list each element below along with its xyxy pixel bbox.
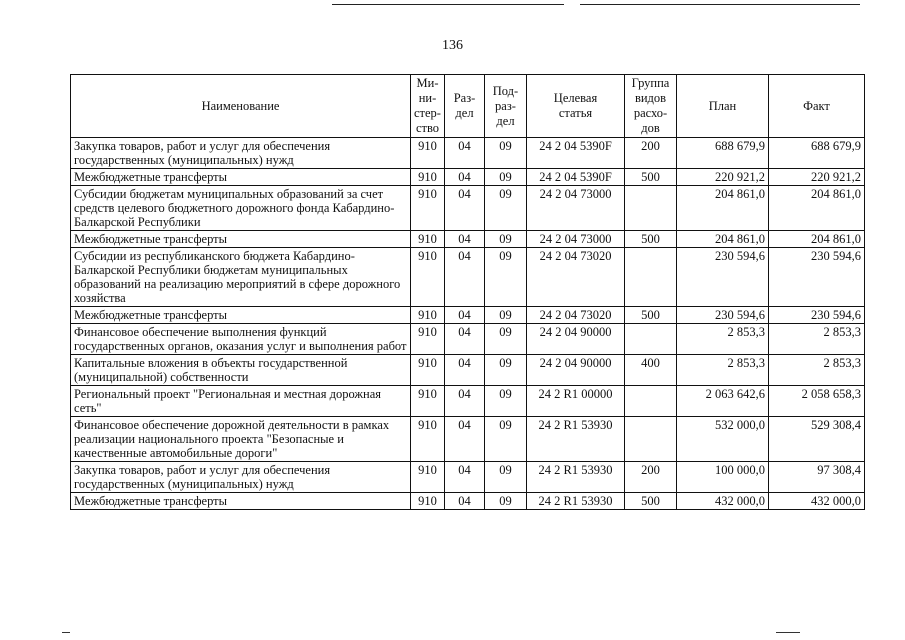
- cell-plan: 220 921,2: [677, 169, 769, 186]
- cell-plan: 688 679,9: [677, 138, 769, 169]
- cell-target: 24 2 R1 53930: [527, 417, 625, 462]
- top-rule-left: [332, 4, 564, 5]
- cell-name: Финансовое обеспечение дорожной деятельности в рамках реализации национального проекта "Безопасные и качественные автомобильные дороги": [71, 417, 411, 462]
- table-row: [71, 186, 865, 231]
- cell-group: 200: [625, 462, 677, 493]
- table-row: [71, 231, 865, 248]
- cell-ministry: 910: [411, 462, 445, 493]
- cell-section: 04: [445, 248, 485, 307]
- cell-name: Межбюджетные трансферты: [71, 169, 411, 186]
- cell-group: [625, 324, 677, 355]
- cell-target: 24 2 04 73020: [527, 248, 625, 307]
- cell-plan: 2 853,3: [677, 355, 769, 386]
- cell-section: 04: [445, 417, 485, 462]
- header-section: Раз- дел: [445, 75, 485, 138]
- cell-ministry: 910: [411, 355, 445, 386]
- cell-name: Финансовое обеспечение выполнения функций государственных органов, оказания услуг и выполнения работ: [71, 324, 411, 355]
- cell-plan: 230 594,6: [677, 248, 769, 307]
- cell-fact: 97 308,4: [769, 462, 865, 493]
- cell-plan: 204 861,0: [677, 231, 769, 248]
- cell-fact: 2 058 658,3: [769, 386, 865, 417]
- cell-name: Межбюджетные трансферты: [71, 307, 411, 324]
- cell-ministry: 910: [411, 307, 445, 324]
- cell-plan: 432 000,0: [677, 493, 769, 510]
- page-number: 136: [442, 38, 463, 53]
- cell-name: Субсидии из республиканского бюджета Кабардино-Балкарской Республики бюджетам муниципальных образований на реализацию мероприятий в сфере дорожного хозяйства: [71, 248, 411, 307]
- cell-subsection: 09: [485, 493, 527, 510]
- cell-name: Межбюджетные трансферты: [71, 231, 411, 248]
- cell-subsection: 09: [485, 417, 527, 462]
- cell-fact: 204 861,0: [769, 186, 865, 231]
- cell-target: 24 2 04 90000: [527, 324, 625, 355]
- cell-group: [625, 248, 677, 307]
- header-name: Наименование: [71, 75, 411, 138]
- cell-section: 04: [445, 386, 485, 417]
- cell-section: 04: [445, 462, 485, 493]
- cell-target: 24 2 R1 53930: [527, 493, 625, 510]
- scan-mark-bottom-right: [776, 632, 800, 633]
- table-row: [71, 324, 865, 355]
- table-row: [71, 169, 865, 186]
- cell-name: Капитальные вложения в объекты государственной (муниципальной) собственности: [71, 355, 411, 386]
- cell-target: 24 2 04 73000: [527, 231, 625, 248]
- cell-section: 04: [445, 186, 485, 231]
- cell-fact: 204 861,0: [769, 231, 865, 248]
- cell-section: 04: [445, 493, 485, 510]
- cell-section: 04: [445, 231, 485, 248]
- cell-subsection: 09: [485, 169, 527, 186]
- cell-group: [625, 417, 677, 462]
- table-body: [71, 138, 865, 510]
- budget-table: [70, 74, 865, 510]
- cell-plan: 230 594,6: [677, 307, 769, 324]
- table-header-row: [71, 75, 865, 138]
- header-subsection: Под- раз- дел: [485, 75, 527, 138]
- table-row: [71, 355, 865, 386]
- cell-group: [625, 386, 677, 417]
- cell-plan: 2 853,3: [677, 324, 769, 355]
- cell-target: 24 2 04 73020: [527, 307, 625, 324]
- cell-name: Межбюджетные трансферты: [71, 493, 411, 510]
- cell-subsection: 09: [485, 386, 527, 417]
- cell-name: Закупка товаров, работ и услуг для обеспечения государственных (муниципальных) нужд: [71, 462, 411, 493]
- cell-subsection: 09: [485, 307, 527, 324]
- table-row: [71, 386, 865, 417]
- cell-section: 04: [445, 307, 485, 324]
- cell-section: 04: [445, 169, 485, 186]
- cell-plan: 100 000,0: [677, 462, 769, 493]
- cell-ministry: 910: [411, 324, 445, 355]
- cell-section: 04: [445, 324, 485, 355]
- cell-target: 24 2 R1 53930: [527, 462, 625, 493]
- header-group: Группа видов расхо- дов: [625, 75, 677, 138]
- cell-fact: 688 679,9: [769, 138, 865, 169]
- cell-ministry: 910: [411, 417, 445, 462]
- cell-target: 24 2 04 5390F: [527, 138, 625, 169]
- table-row: [71, 307, 865, 324]
- cell-ministry: 910: [411, 138, 445, 169]
- cell-subsection: 09: [485, 231, 527, 248]
- cell-ministry: 910: [411, 493, 445, 510]
- cell-ministry: 910: [411, 231, 445, 248]
- table-row: [71, 417, 865, 462]
- cell-name: Субсидии бюджетам муниципальных образований за счет средств целевого бюджетного дорожного фонда Кабардино-Балкарской Республики: [71, 186, 411, 231]
- scan-mark-bottom-left: [62, 632, 70, 633]
- table-row: [71, 138, 865, 169]
- header-ministry: Ми- ни- стер- ство: [411, 75, 445, 138]
- cell-fact: 432 000,0: [769, 493, 865, 510]
- cell-target: 24 2 04 5390F: [527, 169, 625, 186]
- cell-subsection: 09: [485, 138, 527, 169]
- cell-ministry: 910: [411, 169, 445, 186]
- cell-group: 200: [625, 138, 677, 169]
- table-row: [71, 462, 865, 493]
- cell-fact: 230 594,6: [769, 307, 865, 324]
- cell-name: Региональный проект "Региональная и местная дорожная сеть": [71, 386, 411, 417]
- top-rule-right: [580, 4, 860, 5]
- cell-fact: 220 921,2: [769, 169, 865, 186]
- header-fact: Факт: [769, 75, 865, 138]
- cell-fact: 529 308,4: [769, 417, 865, 462]
- cell-group: 500: [625, 169, 677, 186]
- cell-name: Закупка товаров, работ и услуг для обеспечения государственных (муниципальных) нужд: [71, 138, 411, 169]
- cell-section: 04: [445, 355, 485, 386]
- table-row: [71, 248, 865, 307]
- cell-group: 500: [625, 231, 677, 248]
- cell-section: 04: [445, 138, 485, 169]
- cell-fact: 230 594,6: [769, 248, 865, 307]
- cell-fact: 2 853,3: [769, 324, 865, 355]
- cell-target: 24 2 R1 00000: [527, 386, 625, 417]
- cell-subsection: 09: [485, 248, 527, 307]
- cell-group: 500: [625, 307, 677, 324]
- header-target: Целевая статья: [527, 75, 625, 138]
- cell-group: [625, 186, 677, 231]
- cell-subsection: 09: [485, 355, 527, 386]
- cell-ministry: 910: [411, 248, 445, 307]
- cell-subsection: 09: [485, 462, 527, 493]
- cell-target: 24 2 04 73000: [527, 186, 625, 231]
- cell-plan: 204 861,0: [677, 186, 769, 231]
- cell-plan: 532 000,0: [677, 417, 769, 462]
- cell-fact: 2 853,3: [769, 355, 865, 386]
- cell-target: 24 2 04 90000: [527, 355, 625, 386]
- cell-group: 500: [625, 493, 677, 510]
- cell-plan: 2 063 642,6: [677, 386, 769, 417]
- cell-subsection: 09: [485, 324, 527, 355]
- cell-ministry: 910: [411, 186, 445, 231]
- header-plan: План: [677, 75, 769, 138]
- cell-group: 400: [625, 355, 677, 386]
- cell-subsection: 09: [485, 186, 527, 231]
- table-row: [71, 493, 865, 510]
- cell-ministry: 910: [411, 386, 445, 417]
